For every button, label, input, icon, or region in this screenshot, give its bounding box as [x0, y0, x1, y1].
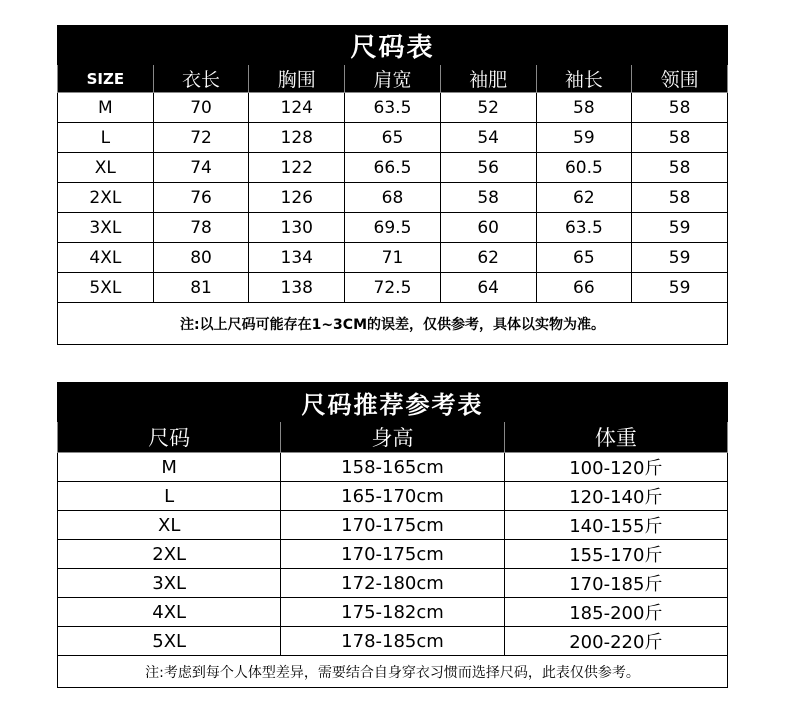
table-cell: 3XL	[58, 569, 281, 598]
table-cell: 124	[249, 93, 345, 123]
table-cell: 170-185斤	[504, 569, 727, 598]
table-row	[58, 243, 728, 273]
table-cell: 60.5	[536, 153, 632, 183]
table-row	[58, 482, 728, 511]
table-cell: 78	[153, 213, 249, 243]
table-cell: 58	[632, 123, 728, 153]
table-cell: 59	[536, 123, 632, 153]
table-row	[58, 153, 728, 183]
table-cell: 170-175cm	[281, 540, 504, 569]
table-cell: 80	[153, 243, 249, 273]
table-cell: 81	[153, 273, 249, 303]
table-cell: 72	[153, 123, 249, 153]
table-cell: 52	[440, 93, 536, 123]
table-cell: 63.5	[345, 93, 441, 123]
table-row	[58, 598, 728, 627]
table-cell: 158-165cm	[281, 453, 504, 482]
recommend-header-row	[58, 422, 728, 453]
table-cell: 58	[536, 93, 632, 123]
table-cell: 122	[249, 153, 345, 183]
table-cell: M	[58, 453, 281, 482]
header-collar: 领围	[632, 65, 728, 93]
table-cell: XL	[58, 153, 154, 183]
table-cell: M	[58, 93, 154, 123]
size-chart-table	[57, 25, 728, 345]
table-cell: 178-185cm	[281, 627, 504, 656]
table-cell: 2XL	[58, 540, 281, 569]
header-chest: 胸围	[249, 65, 345, 93]
table-cell: 58	[632, 183, 728, 213]
table-cell: 66	[536, 273, 632, 303]
header-height: 身高	[281, 422, 504, 453]
table-row	[58, 453, 728, 482]
header-shoulder: 肩宽	[345, 65, 441, 93]
table-cell: L	[58, 123, 154, 153]
table-row	[58, 540, 728, 569]
table-cell: 74	[153, 153, 249, 183]
table-cell: 172-180cm	[281, 569, 504, 598]
table-cell: 175-182cm	[281, 598, 504, 627]
table-cell: 126	[249, 183, 345, 213]
table-cell: 185-200斤	[504, 598, 727, 627]
table-cell: 63.5	[536, 213, 632, 243]
table-cell: 65	[536, 243, 632, 273]
size-chart-header-row	[58, 65, 728, 93]
table-row	[58, 93, 728, 123]
header-sleeve-length: 袖长	[536, 65, 632, 93]
table-cell: 58	[632, 153, 728, 183]
table-cell: 140-155斤	[504, 511, 727, 540]
table-cell: 65	[345, 123, 441, 153]
table-cell: 155-170斤	[504, 540, 727, 569]
table-cell: 5XL	[58, 273, 154, 303]
table-cell: 120-140斤	[504, 482, 727, 511]
table-row	[58, 123, 728, 153]
table-cell: 59	[632, 273, 728, 303]
table-cell: 3XL	[58, 213, 154, 243]
table-cell: 76	[153, 183, 249, 213]
header-size: SIZE	[58, 65, 154, 93]
table-cell: 60	[440, 213, 536, 243]
table-cell: 56	[440, 153, 536, 183]
table-cell: L	[58, 482, 281, 511]
table-cell: 58	[632, 93, 728, 123]
table-cell: 4XL	[58, 243, 154, 273]
table-cell: 2XL	[58, 183, 154, 213]
header-weight: 体重	[504, 422, 727, 453]
table-cell: 59	[632, 213, 728, 243]
table-cell: 70	[153, 93, 249, 123]
table-cell: 68	[345, 183, 441, 213]
table-cell: 134	[249, 243, 345, 273]
recommend-chart-note: 注:考虑到每个人体型差异，需要结合自身穿衣习惯而选择尺码，此表仅供参考。	[58, 656, 728, 688]
table-row	[58, 213, 728, 243]
table-cell: 200-220斤	[504, 627, 727, 656]
table-cell: 64	[440, 273, 536, 303]
table-cell: 71	[345, 243, 441, 273]
size-chart-body	[58, 93, 728, 303]
table-row	[58, 183, 728, 213]
table-cell: 59	[632, 243, 728, 273]
table-cell: 72.5	[345, 273, 441, 303]
table-cell: 66.5	[345, 153, 441, 183]
recommend-chart-body	[58, 453, 728, 656]
header-size-code: 尺码	[58, 422, 281, 453]
table-cell: 62	[536, 183, 632, 213]
table-cell: 5XL	[58, 627, 281, 656]
table-cell: 130	[249, 213, 345, 243]
table-cell: 165-170cm	[281, 482, 504, 511]
table-cell: 138	[249, 273, 345, 303]
table-cell: 69.5	[345, 213, 441, 243]
size-chart-note: 注:以上尺码可能存在1~3CM的误差，仅供参考，具体以实物为准。	[58, 303, 728, 345]
table-row	[58, 569, 728, 598]
recommend-chart-title: 尺码推荐参考表	[58, 383, 728, 422]
table-row	[58, 273, 728, 303]
header-length: 衣长	[153, 65, 249, 93]
table-row	[58, 511, 728, 540]
table-cell: 4XL	[58, 598, 281, 627]
table-cell: 170-175cm	[281, 511, 504, 540]
size-recommend-table	[57, 382, 728, 688]
table-cell: 62	[440, 243, 536, 273]
table-cell: XL	[58, 511, 281, 540]
table-row	[58, 627, 728, 656]
table-cell: 58	[440, 183, 536, 213]
size-chart-title: 尺码表	[58, 26, 728, 65]
table-cell: 128	[249, 123, 345, 153]
header-sleeve-width: 袖肥	[440, 65, 536, 93]
table-cell: 54	[440, 123, 536, 153]
table-cell: 100-120斤	[504, 453, 727, 482]
